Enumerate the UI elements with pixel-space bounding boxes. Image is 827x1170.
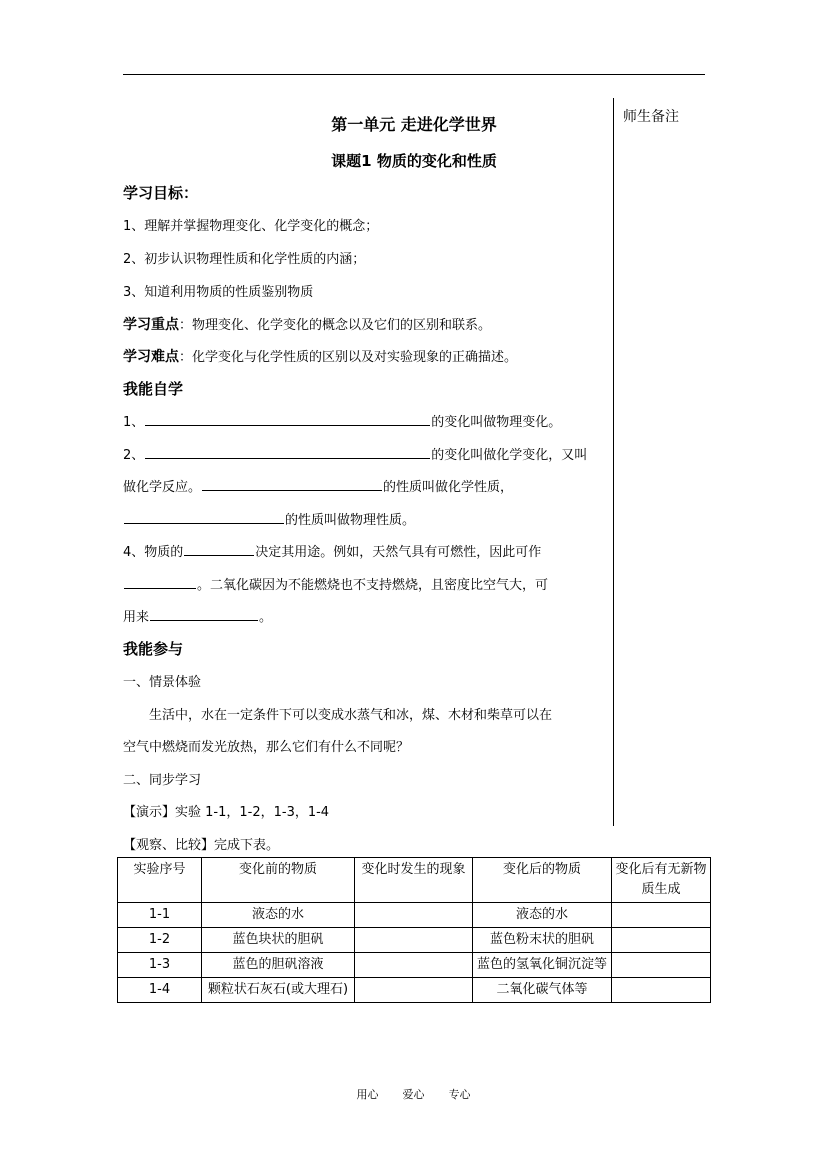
page-footer <box>0 1086 827 1102</box>
table-cell: 蓝色块状的胆矾 <box>202 928 355 953</box>
fill-blank[interactable] <box>150 606 258 621</box>
table-cell[interactable] <box>355 903 473 928</box>
scenario-paragraph: 生活中，水在一定条件下可以变成水蒸气和冰，煤、木材和柴草可以在 <box>149 708 553 723</box>
q2-suffix: 的变化叫做化学变化，又叫 <box>431 448 588 463</box>
fill-blank[interactable] <box>145 444 430 459</box>
table-cell: 1-1 <box>118 903 202 928</box>
objective-item: 2、初步认识物理性质和化学性质的内涵； <box>123 252 366 267</box>
table-row <box>118 903 711 928</box>
self-study-heading: 我能自学 <box>123 380 184 398</box>
q4c-prefix: 用来 <box>123 610 150 625</box>
header-rule <box>123 74 705 75</box>
fill-blank[interactable] <box>145 411 430 426</box>
objective-item: 1、理解并掌握物理变化、化学变化的概念； <box>123 219 379 234</box>
footer-word: 用心 <box>356 1088 379 1101</box>
table-cell[interactable] <box>612 928 711 953</box>
question-2 <box>123 444 587 463</box>
table-cell: 蓝色粉末状的胆矾 <box>473 928 612 953</box>
question-4b <box>123 574 548 593</box>
demo-line <box>123 801 329 820</box>
difficulty-label: 学习难点 <box>123 349 179 365</box>
question-4c <box>123 606 272 625</box>
lesson-subtitle: 课题1 物质的变化和性质 <box>331 152 497 170</box>
difficulty <box>123 346 517 366</box>
page-title: 第一单元 走进化学世界 <box>331 115 497 134</box>
column-header: 变化后有无新物质生成 <box>612 858 711 903</box>
fill-blank[interactable] <box>124 509 284 524</box>
demo-label: 【演示】 <box>123 805 176 820</box>
difficulty-text: ：化学变化与化学性质的区别以及对实验现象的正确描述。 <box>179 350 518 365</box>
table-cell[interactable] <box>355 928 473 953</box>
q4-prefix: 4、物质的 <box>123 545 184 560</box>
key-point-text: ：物理变化、化学变化的概念以及它们的区别和联系。 <box>179 318 492 333</box>
participate-heading: 我能参与 <box>123 640 184 658</box>
question-1 <box>123 411 561 430</box>
table-cell[interactable] <box>612 903 711 928</box>
q4c-suffix: 。 <box>259 610 273 625</box>
table-cell: 蓝色的氢氧化铜沉淀等 <box>473 953 612 978</box>
fill-blank[interactable] <box>124 574 196 589</box>
question-4 <box>123 541 541 560</box>
demo-text: 实验 1-1，1-2，1-3，1-4 <box>175 805 330 820</box>
q1-prefix: 1、 <box>123 415 145 430</box>
objectives-heading: 学习目标： <box>123 184 199 202</box>
fill-blank[interactable] <box>202 476 382 491</box>
fill-blank[interactable] <box>184 541 254 556</box>
table-header-row <box>118 858 711 903</box>
table-cell[interactable] <box>612 978 711 1003</box>
observe-text: 完成下表。 <box>214 838 280 853</box>
table-cell[interactable] <box>355 978 473 1003</box>
column-header: 变化后的物质 <box>473 858 612 903</box>
table-cell: 液态的水 <box>202 903 355 928</box>
q2b-prefix: 做化学反应。 <box>123 480 202 495</box>
q2-prefix: 2、 <box>123 448 145 463</box>
key-point <box>123 314 491 334</box>
q1-suffix: 的变化叫做物理变化。 <box>431 415 562 430</box>
table-cell: 1-4 <box>118 978 202 1003</box>
question-2b <box>123 476 513 495</box>
margin-divider <box>613 98 614 826</box>
q2c-suffix: 的性质叫做物理性质。 <box>285 513 416 528</box>
observe-label: 【观察、比较】 <box>123 838 215 853</box>
table-cell: 液态的水 <box>473 903 612 928</box>
table-cell: 蓝色的胆矾溶液 <box>202 953 355 978</box>
side-note-label: 师生备注 <box>623 109 679 125</box>
key-point-label: 学习重点 <box>123 317 179 333</box>
table-row <box>118 978 711 1003</box>
question-2c <box>123 509 415 528</box>
observe-line <box>123 834 279 853</box>
table-cell: 二氧化碳气体等 <box>473 978 612 1003</box>
scenario-paragraph: 空气中燃烧而发光放热，那么它们有什么不同呢？ <box>123 740 410 755</box>
objective-item: 3、知道利用物质的性质鉴别物质 <box>123 285 314 300</box>
column-header: 变化前的物质 <box>202 858 355 903</box>
table-cell[interactable] <box>355 953 473 978</box>
column-header: 变化时发生的现象 <box>355 858 473 903</box>
footer-word: 爱心 <box>402 1088 425 1101</box>
q4b-suffix: 。二氧化碳因为不能燃烧也不支持燃烧，且密度比空气大，可 <box>197 578 549 593</box>
footer-word: 专心 <box>448 1088 471 1101</box>
table-cell: 1-3 <box>118 953 202 978</box>
section-scenario: 一、情景体验 <box>123 675 202 690</box>
experiment-table <box>117 857 711 1003</box>
column-header: 实验序号 <box>118 858 202 903</box>
table-row <box>118 928 711 953</box>
table-cell[interactable] <box>612 953 711 978</box>
section-sync: 二、同步学习 <box>123 773 202 788</box>
q4-suffix: 决定其用途。例如，天然气具有可燃性，因此可作 <box>255 545 542 560</box>
table-cell: 1-2 <box>118 928 202 953</box>
table-row <box>118 953 711 978</box>
q2b-suffix: 的性质叫做化学性质， <box>383 480 514 495</box>
table-cell: 颗粒状石灰石(或大理石) <box>202 978 355 1003</box>
